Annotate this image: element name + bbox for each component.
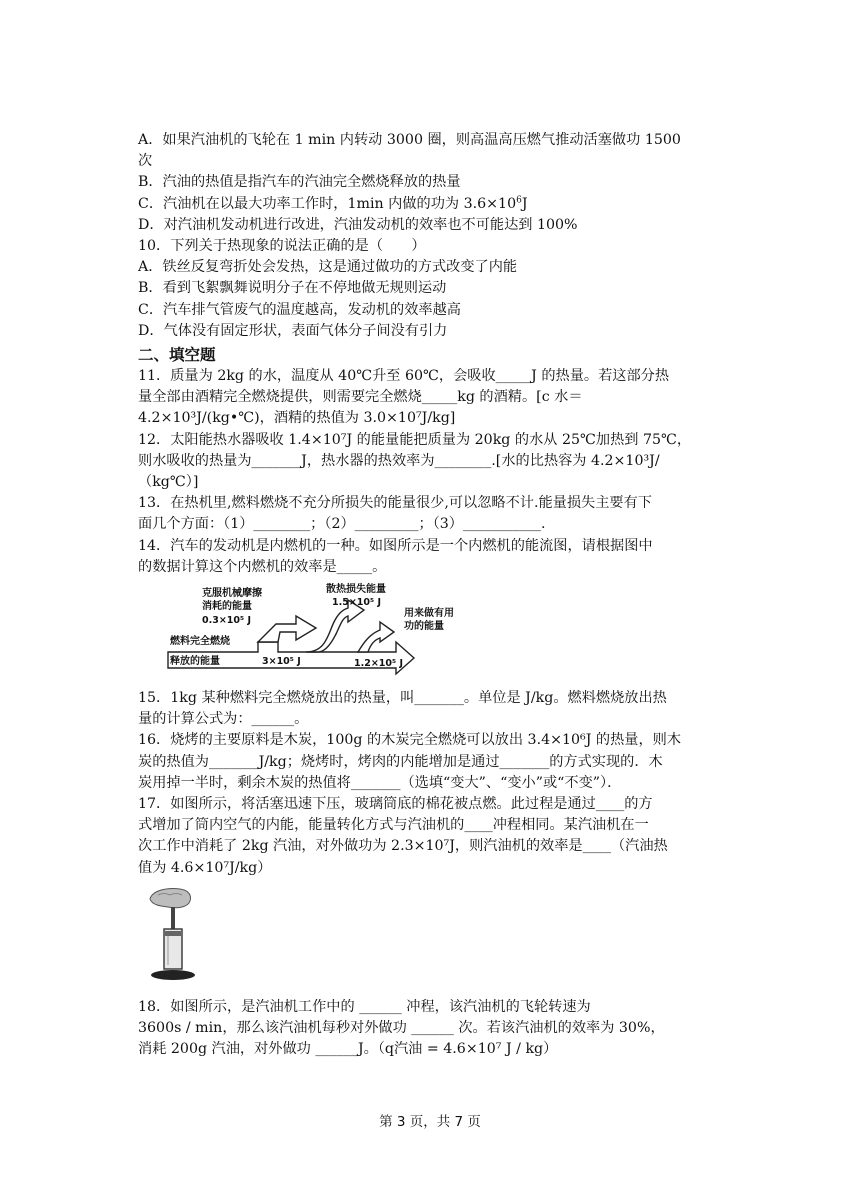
q9-option-c-text: C．汽油机在以最大功率工作时，1min 内做的功为 3.6×10 — [138, 195, 517, 212]
page-number: 第 3 页，共 7 页 — [379, 1114, 481, 1130]
q12-line2: 则水吸收的热量为_______J，热水器的热效率为________.[水的比热容为 4.2×10³J/ — [138, 452, 660, 469]
q14-line2: 的数据计算这个内燃机的效率是_____。 — [138, 558, 387, 575]
energy-flow-svg — [158, 582, 468, 678]
cylinder-base — [151, 970, 195, 980]
fuel-label-line2: 释放的能量 — [170, 656, 220, 668]
section-heading-fill-blank: 二、填空题 — [138, 346, 216, 365]
piston-rod — [171, 907, 175, 929]
q17-line2: 式增加了筒内空气的内能，能量转化方式与汽油机的____冲程相同。某汽油机在一 — [138, 817, 649, 834]
q16-line3: 炭用掉一半时，剩余木炭的热值将_______（选填“变大”、“变小”或“不变”）． — [138, 774, 622, 791]
page-content — [138, 130, 728, 1061]
q10-option-d: D．气体没有固定形状，表面气体分子间没有引力 — [138, 322, 448, 339]
q10-stem: 10．下列关于热现象的说法正确的是（ ） — [138, 238, 426, 255]
q17-line4: 值为 4.6×10⁷J/kg） — [138, 859, 272, 876]
q10-option-c: C．汽车排气管废气的温度越高，发动机的效率越高 — [138, 301, 461, 318]
piston-cylinder-image — [144, 887, 204, 983]
q9-option-c-unit: J — [521, 195, 528, 212]
q15-line1: 15．1kg 某种燃料完全燃烧放出的热量，叫_______。单位是 J/kg。燃料燃烧放出热 — [138, 690, 667, 707]
heat-loss-label: 散热损失能量 — [326, 584, 386, 596]
q18-line2: 3600s / min，那么该汽油机每秒对外做功 ______ 次。若该汽油机的效率为 30%， — [138, 1020, 665, 1037]
q18-line1: 18．如图所示，是汽油机工作中的 ______ 冲程，该汽油机的飞轮转速为 — [138, 998, 591, 1015]
q9-option-c-exponent: 6 — [516, 194, 522, 205]
fuel-label-line1: 燃料完全燃烧 — [170, 636, 230, 648]
q16-line1: 16．烧烤的主要原料是木炭，100g 的木炭完全燃烧可以放出 3.4×10⁶J 的热量，则木 — [138, 732, 682, 749]
piston-head — [165, 931, 181, 936]
q17-line3: 次工作中消耗了 2kg 汽油，对外做功为 2.3×10⁷J，则汽油机的效率是____（汽油热 — [138, 838, 668, 855]
q11-line3: 4.2×10³J/(kg•℃)，酒精的热值为 3.0×10⁷J/kg] — [138, 410, 456, 427]
q13-line2: 面几个方面：（1）________；（2）_________；（3）___________. — [138, 516, 546, 533]
q9-option-d: D．对汽油机发动机进行改进，汽油发动机的效率也不可能达到 100% — [138, 216, 578, 233]
q10-option-a: A．铁丝反复弯折处会发热，这是通过做功的方式改变了内能 — [138, 259, 518, 276]
q13-line1: 13．在热机里,燃料燃烧不充分所损失的能量很少,可以忽略不计.能量损失主要有下 — [138, 495, 652, 512]
heat-loss-value: 1.5×10⁵ J — [332, 597, 382, 609]
q15-line2: 量的计算公式为：______。 — [138, 711, 309, 728]
useful-work-arrow — [358, 622, 394, 652]
q14-line1: 14．汽车的发动机是内燃机的一种。如图所示是一个内燃机的能流图，请根据图中 — [138, 537, 653, 554]
q12-line1: 12．太阳能热水器吸收 1.4×10⁷J 的能量能把质量为 20kg 的水从 25℃加热到 75℃， — [138, 431, 692, 448]
q9-option-b: B．汽油的热值是指汽车的汽油完全燃烧释放的热量 — [138, 174, 461, 191]
friction-label-line1: 克服机械摩擦 — [202, 588, 262, 600]
useful-value: 1.2×10⁵ J — [354, 658, 404, 670]
useful-label-line2: 功的能量 — [404, 621, 444, 633]
q9-option-a-line1: A．如果汽油机的飞轮在 1 min 内转动 3000 圈，则高温高压燃气推动活塞做功 1500 — [138, 132, 681, 148]
fuel-value: 3×10⁵ J — [262, 656, 301, 668]
q11-line2: 量全部由酒精完全燃烧提供，则需要完全燃烧_____kg 的酒精。[c 水＝ — [138, 389, 583, 406]
q9-option-a-line2: 次 — [138, 153, 153, 170]
q12-line3: （kg℃）] — [138, 474, 199, 491]
piston-cylinder-svg — [144, 887, 204, 983]
q18-line3: 消耗 200g 汽油，对外做功 ______J。（q汽油 = 4.6×10⁷ J / kg） — [138, 1041, 558, 1058]
q16-line2: 炭的热值为_______J/kg；烧烤时，烤肉的内能增加是通过_______的方式实现的．木 — [138, 753, 663, 770]
useful-label-line1: 用来做有用 — [404, 608, 454, 620]
q9-option-c — [138, 194, 728, 215]
friction-label-line2: 消耗的能量 — [202, 601, 252, 613]
friction-loss-arrow — [258, 616, 316, 642]
energy-flow-diagram — [158, 582, 468, 678]
friction-value: 0.3×10⁵ J — [202, 615, 252, 627]
q11-line1: 11．质量为 2kg 的水，温度从 40℃升至 60℃，会吸收_____J 的热量。若这部分热 — [138, 368, 670, 385]
hand-shape — [150, 888, 191, 907]
q10-option-b: B．看到飞絮飘舞说明分子在不停地做无规则运动 — [138, 280, 447, 297]
page-footer — [0, 1110, 860, 1130]
q17-line1: 17．如图所示，将活塞迅速下压，玻璃筒底的棉花被点燃。此过程是通过____的方 — [138, 796, 653, 813]
